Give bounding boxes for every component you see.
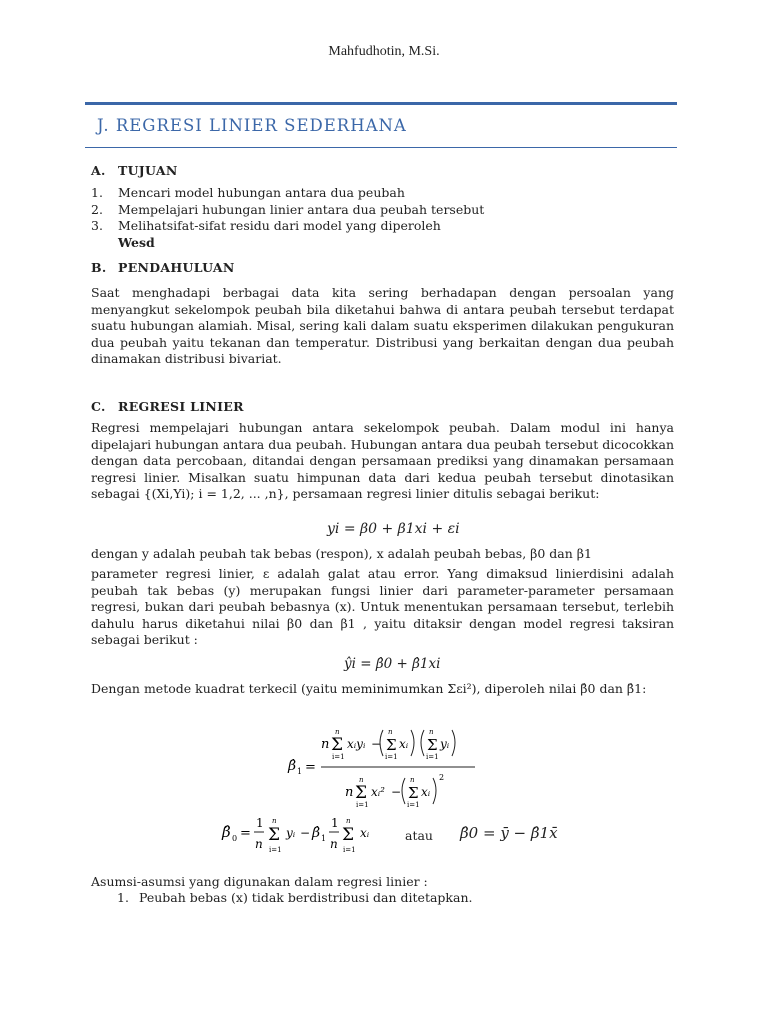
svg-text:Σ: Σ (331, 735, 344, 755)
list-item: 1. Mencari model hubungan antara dua peubah (91, 185, 405, 200)
svg-text:1: 1 (256, 816, 264, 830)
equation-regression-model: yi = β0 + β1xi + εi (327, 521, 460, 537)
svg-text:Σ: Σ (268, 825, 281, 845)
svg-text:=: = (305, 760, 316, 775)
svg-text:1: 1 (331, 816, 339, 830)
svg-text:xᵢ: xᵢ (399, 737, 409, 751)
section-c-heading: C. REGRESI LINIER (91, 399, 244, 414)
svg-text:0: 0 (232, 834, 238, 843)
equation-beta1-formula (285, 722, 495, 814)
equation-estimated-model: ŷi = β̂0 + β̂1xi (344, 656, 441, 672)
svg-text:n: n (255, 837, 263, 851)
svg-text:n: n (410, 776, 415, 784)
section-a-title: TUJUAN (118, 163, 178, 178)
svg-text:2: 2 (439, 773, 445, 782)
assumptions-list (117, 890, 472, 907)
equation-beta0-formula (220, 812, 390, 858)
list-item: 1. Peubah bebas (x) tidak berdistribusi dan ditetapkan. (117, 890, 473, 905)
svg-text:i=1: i=1 (269, 846, 282, 854)
svg-text:yᵢ: yᵢ (286, 826, 296, 840)
svg-text:i=1: i=1 (426, 753, 439, 761)
section-title-box (85, 102, 677, 148)
svg-text:n: n (388, 728, 393, 736)
svg-text:n: n (272, 817, 277, 825)
section-b-heading: B. PENDAHULUAN (91, 260, 235, 275)
objectives-list (91, 185, 484, 251)
section-title: J. REGRESI LINIER SEDERHANA (97, 116, 407, 135)
svg-text:=: = (240, 826, 251, 841)
equation-beta0-alt: β̂0 = ȳ − β̂1x̄ (460, 824, 558, 842)
regression-paragraph-3: Dengan metode kuadrat terkecil (yaitu meminimumkan Σεi²), diperoleh nilai β̂0 dan β̂1: (91, 681, 647, 696)
svg-text:n: n (345, 785, 354, 800)
list-item: 3. Melihatsifat-sifat residu dari model yang diperoleh (91, 218, 441, 233)
svg-text:−: − (371, 737, 382, 751)
svg-text:β̂: β̂ (312, 825, 321, 841)
atau-label: atau (405, 828, 433, 843)
svg-text:i=1: i=1 (385, 753, 398, 761)
svg-text:xᵢ²: xᵢ² (371, 785, 385, 799)
svg-text:−: − (391, 785, 402, 799)
svg-text:n: n (335, 728, 340, 736)
assumptions-intro: Asumsi-asumsi yang digunakan dalam regresi linier : (91, 874, 428, 889)
svg-text:i=1: i=1 (343, 846, 356, 854)
svg-text:Σ: Σ (342, 825, 355, 845)
svg-text:Σ: Σ (355, 783, 368, 803)
regression-paragraph-2b: parameter regresi linier, ε adalah galat atau error. Yang dimaksud linierdisini adalah peubah tak bebas (y) merupakan fungsi linier dari parameter-parameter persamaan regresi, bukan dari peubah bebasnya (x). Untuk menentukan persamaan tersebut, terlebih dahulu harus diketahui nilai β0 dan β1 , yaitu ditaksir dengan model regresi taksiran sebagai berikut : (91, 566, 674, 647)
svg-text:n: n (346, 817, 351, 825)
svg-text:n: n (330, 837, 338, 851)
svg-text:Σ: Σ (427, 736, 438, 754)
regression-paragraph-2a: dengan y adalah peubah tak bebas (respon), x adalah peubah bebas, β0 dan β1 (91, 546, 592, 561)
svg-text:n: n (321, 737, 330, 752)
svg-text:1: 1 (297, 767, 303, 776)
svg-text:β̂: β̂ (288, 758, 297, 774)
svg-text:i=1: i=1 (407, 801, 420, 809)
page-header-author: Mahfudhotin, M.Si. (328, 44, 440, 59)
regression-paragraph-1: Regresi mempelajari hubungan antara sekelompok peubah. Dalam modul ini hanya dipelajari hubungan antara dua peubah. Hubungan antara dua peubah tersebut dicocokkan dengan data percobaan, ditandai dengan persamaan prediksi yang dinamakan persamaan regresi linier. Misalkan suatu himpunan data dari kedua peubah tersebut dinotasikan sebagai {(Xi,Yi); i = 1,2, ... ,n}, persamaan regresi linier ditulis sebagai berikut: (91, 420, 674, 501)
svg-text:i=1: i=1 (356, 801, 369, 809)
svg-text:−: − (300, 826, 311, 840)
svg-text:yᵢ: yᵢ (440, 737, 450, 751)
list-item: 2. Mempelajari hubungan linier antara dua peubah tersebut (91, 201, 485, 217)
svg-text:xᵢ: xᵢ (421, 785, 431, 799)
section-a-heading (91, 163, 178, 178)
svg-text:Σ: Σ (386, 736, 397, 754)
list-item-extra: Wesd (118, 234, 155, 250)
svg-text:β̂: β̂ (222, 823, 231, 841)
svg-text:i=1: i=1 (332, 753, 345, 761)
svg-text:xᵢyᵢ: xᵢyᵢ (347, 737, 366, 751)
svg-text:Σ: Σ (408, 784, 419, 802)
svg-text:n: n (429, 728, 434, 736)
svg-text:n: n (359, 776, 364, 784)
svg-text:1: 1 (321, 834, 327, 843)
introduction-paragraph: Saat menghadapi berbagai data kita sering berhadapan dengan persoalan yang menyangkut sekelompok peubah bila diketahui bahwa di antara peubah tersebut terdapat suatu hubungan alamiah. Misal, sering kali dalam suatu eksperimen dilakukan pengukuran dua peubah yaitu tekanan dan temperatur. Distribusi yang berkaitan dengan dua peubah dinamakan distribusi bivariat. (91, 285, 674, 366)
section-a-letter: A. (91, 163, 106, 178)
svg-text:xᵢ: xᵢ (360, 826, 370, 840)
